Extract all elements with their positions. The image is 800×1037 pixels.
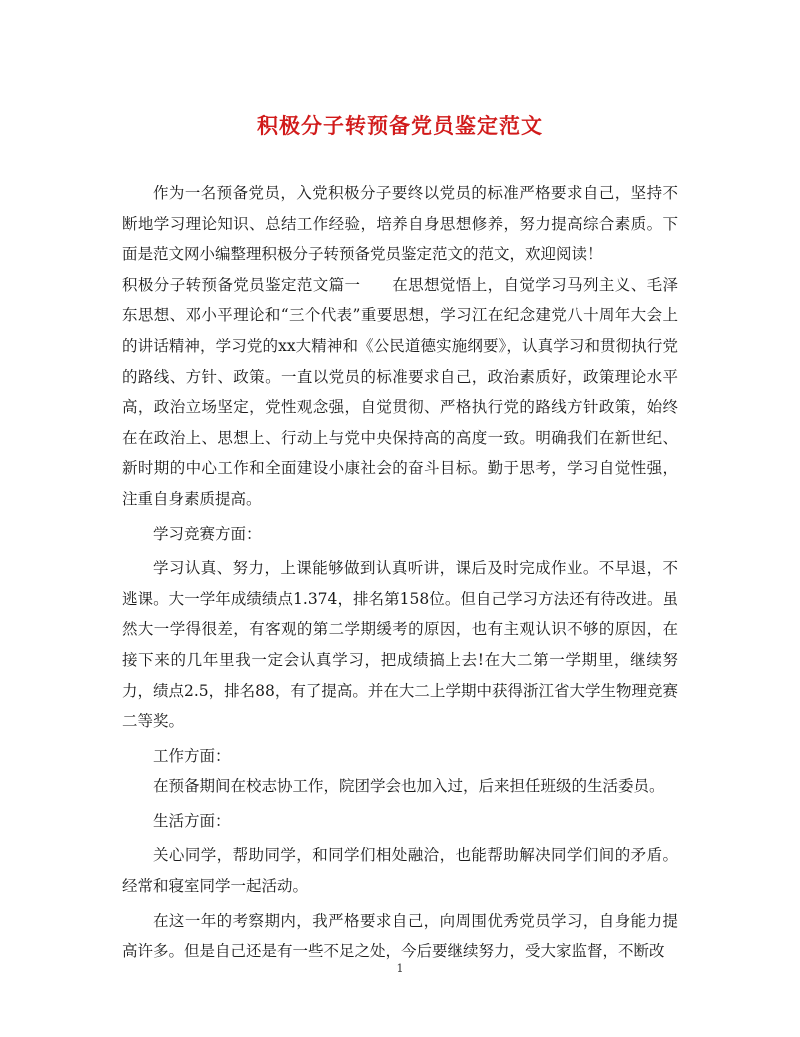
life-heading: 生活方面： [153, 811, 231, 830]
conclusion-paragraph: 在这一年的考察期内，我严格要求自己，向周围优秀党员学习，自身能力提高许多。但是自己还是有一些不足之处，今后要继续努力，受大家监督，不断改 [122, 911, 678, 961]
life-paragraph: 关心同学，帮助同学，和同学们相处融洽，也能帮助解决同学们间的矛盾。经常和寝室同学一起活动。 [122, 846, 678, 896]
study-heading: 学习竞赛方面： [153, 524, 262, 543]
intro-paragraph: 作为一名预备党员，入党积极分子要终以党员的标准严格要求自己，坚持不断地学习理论知识、总结工作经验，培养自身思想修养，努力提高综合素质。下面是范文网小编整理积极分子转预备党员鉴定范文的范文，欢迎阅读！ [122, 184, 678, 264]
section-one-paragraph: 积极分子转预备党员鉴定范文篇一 在思想觉悟上，自觉学习马列主义、毛泽东思想、邓小平理论和“三个代表”重要思想，学习江在纪念建党八十周年大会上的讲话精神，学习党的xx大精神和《公民道德实施纲要》，认真学习和贯彻执行党的路线、方针、政策。一直以党员的标准要求自己，政治素质好，政策理论水平高，政治立场坚定，党性观念强，自觉贯彻、严格执行党的路线方针政策，始终在在政治上、思想上、行动上与党中央保持高的高度一致。明确我们在新世纪、新时期的中心工作和全面建设小康社会的奋斗目标。勤于思考，学习自觉性强，注重自身素质提高。 [122, 275, 678, 508]
work-paragraph: 在预备期间在校志协工作，院团学会也加入过，后来担任班级的生活委员。 [153, 777, 665, 796]
study-paragraph: 学习认真、努力，上课能够做到认真听讲，课后及时完成作业。不早退，不逃课。大一学年成绩绩点1.374，排名第158位。但自己学习方法还有待改进。虽然大一学得很差，有客观的第二学期缓考的原因，也有主观认识不够的原因，在接下来的几年里我一定会认真学习，把成绩搞上去!在大二第一学期里，继续努力，绩点2.5，排名88，有了提高。并在大二上学期中获得浙江省大学生物理竞赛二等奖。 [122, 559, 678, 731]
work-heading: 工作方面： [153, 746, 231, 765]
page-number: 1 [396, 962, 404, 975]
document-body [122, 178, 678, 967]
document-title: 积极分子转预备党员鉴定范文 [257, 113, 543, 138]
